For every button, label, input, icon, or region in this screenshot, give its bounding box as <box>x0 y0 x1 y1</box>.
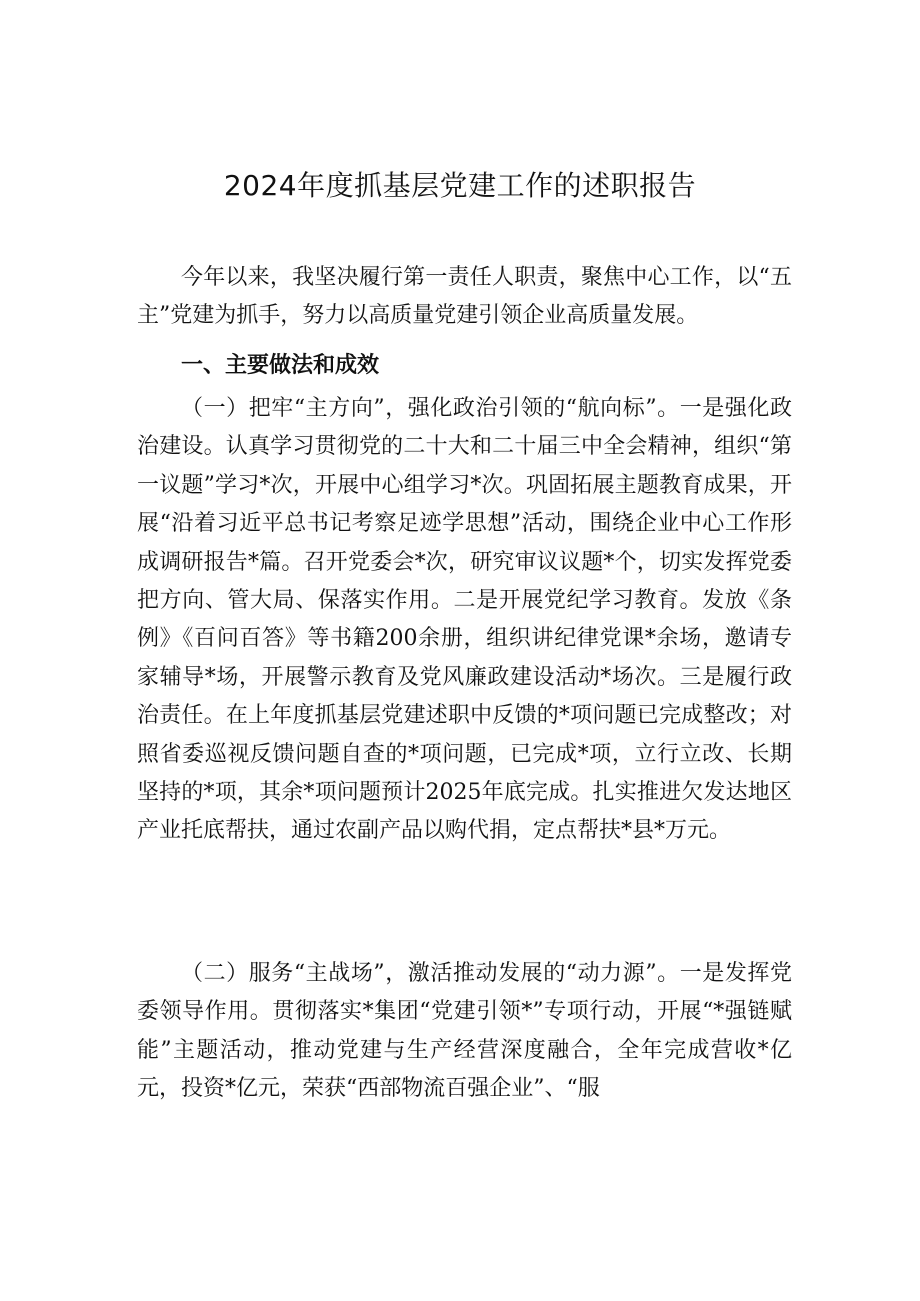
intro-paragraph: 今年以来，我坚决履行第一责任人职责，聚焦中心工作，以“五主”党建为抓手，努力以高质量党建引领企业高质量发展。 <box>137 265 792 329</box>
body-paragraph-1: （一）把牢“主方向”，强化政治引领的“航向标”。一是强化政治建设。认真学习贯彻党的二十大和二十届三中全会精神，组织“第一议题”学习*次，开展中心组学习*次。巩固拓展主题教育成果，开展“沿着习近平总书记考察足迹学思想”活动，围绕企业中心工作形成调研报告*篇。召开党委会*次，研究审议议题*个，切实发挥党委把方向、管大局、保落实作用。二是开展党纪学习教育。发放《条例》《百问百答》等书籍200余册，组织讲纪律党课*余场，邀请专家辅导*场，开展警示教育及党风廉政建设活动*场次。三是履行政治责任。在上年度抓基层党建述职中反馈的*项问题已完成整改；对照省委巡视反馈问题自查的*项问题，已完成*项，立行立改、长期坚持的*项，其余*项问题预计2025年底完成。扎实推进欠发达地区产业托底帮扶，通过农副产品以购代捐，定点帮扶*县*万元。 <box>137 396 792 844</box>
body-paragraph-2: （二）服务“主战场”，激活推动发展的“动力源”。一是发挥党委领导作用。贯彻落实*集团“党建引领*”专项行动，开展“*强链赋能”主题活动，推动党建与生产经营深度融合，全年完成营收*亿元，投资*亿元，荣获“西部物流百强企业”、“服 <box>137 961 792 1102</box>
section-heading: 一、主要做法和成效 <box>181 353 380 378</box>
document-title: 2024年度抓基层党建工作的述职报告 <box>223 169 697 202</box>
